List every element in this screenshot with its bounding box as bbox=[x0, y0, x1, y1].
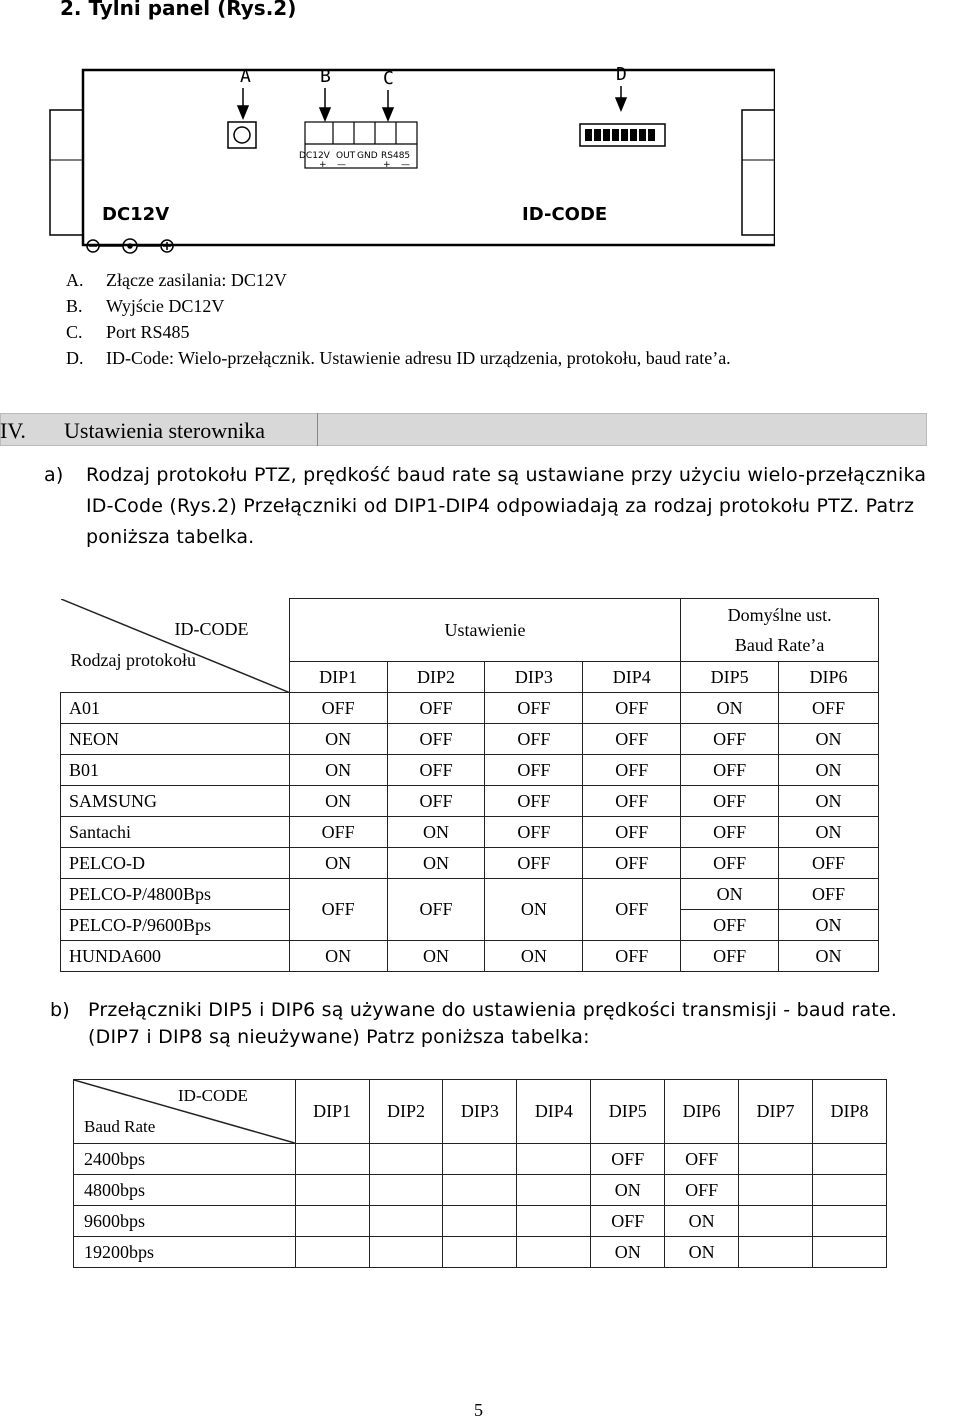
baud-rate-name: 9600bps bbox=[74, 1206, 296, 1237]
arrow-c-icon bbox=[383, 90, 393, 120]
cell-value: ON bbox=[591, 1175, 665, 1206]
protocol-name: Santachi bbox=[61, 817, 290, 848]
cell-value: ON bbox=[289, 848, 387, 879]
cell-value: ON bbox=[681, 879, 779, 910]
para-b-line-1: Przełączniki DIP5 i DIP6 są używane do ustawienia prędkości transmisji - baud rate. bbox=[88, 999, 898, 1021]
cell-value: OFF bbox=[387, 693, 485, 724]
rear-panel-diagram bbox=[40, 50, 775, 265]
protocol-name: SAMSUNG bbox=[61, 786, 290, 817]
cell-value: OFF bbox=[485, 848, 583, 879]
col-header: DIP3 bbox=[485, 662, 583, 693]
legend-label: B. bbox=[66, 296, 83, 316]
table1-group-header: Ustawienie bbox=[289, 599, 681, 662]
terminal-label-dc12v: DC12V bbox=[299, 151, 330, 161]
terminal-label-out: OUT bbox=[336, 151, 356, 161]
cell-value: OFF bbox=[583, 941, 681, 972]
cell-value: ON bbox=[387, 817, 485, 848]
cell-value: OFF bbox=[665, 1175, 739, 1206]
left-bracket bbox=[50, 110, 83, 235]
cell-value bbox=[517, 1175, 591, 1206]
cell-value bbox=[813, 1144, 887, 1175]
col-header: DIP2 bbox=[369, 1080, 443, 1144]
baud-rate-table bbox=[73, 1079, 887, 1268]
cell-value bbox=[443, 1206, 517, 1237]
cell-value: ON bbox=[289, 724, 387, 755]
para-b-marker: b) bbox=[50, 999, 70, 1021]
table-row bbox=[61, 817, 879, 848]
cell-value: OFF bbox=[583, 724, 681, 755]
col-header: DIP4 bbox=[583, 662, 681, 693]
table1-corner-top: ID-CODE bbox=[174, 618, 249, 639]
cell-value: OFF bbox=[583, 879, 681, 941]
cell-value: OFF bbox=[779, 848, 879, 879]
letter-a: A bbox=[240, 66, 251, 87]
cell-value: OFF bbox=[387, 879, 485, 941]
cell-value: ON bbox=[387, 941, 485, 972]
table2-corner-bottom: Baud Rate bbox=[84, 1117, 156, 1136]
table-row bbox=[74, 1206, 887, 1237]
cell-value: OFF bbox=[289, 693, 387, 724]
table-row bbox=[74, 1175, 887, 1206]
cell-value bbox=[739, 1175, 813, 1206]
cell-value: OFF bbox=[779, 879, 879, 910]
idcode-label: ID-CODE bbox=[522, 204, 608, 225]
letter-c: C bbox=[383, 68, 394, 89]
terminal-label-gnd: GND bbox=[357, 151, 378, 161]
legend-item-b bbox=[66, 296, 224, 317]
col-header: DIP6 bbox=[779, 662, 879, 693]
protocol-name: NEON bbox=[61, 724, 290, 755]
letter-b: B bbox=[320, 66, 331, 87]
terminal-label-rs485: RS485 bbox=[381, 151, 411, 161]
table-row bbox=[61, 755, 879, 786]
dip-switch-icon bbox=[580, 124, 665, 146]
baud-rate-name: 19200bps bbox=[74, 1237, 296, 1268]
para-a-line-2: ID-Code (Rys.2) Przełączniki od DIP1-DIP4 odpowiadają za rodzaj protokołu PTZ. Patrz bbox=[86, 495, 915, 517]
cell-value: OFF bbox=[681, 910, 779, 941]
cell-value: OFF bbox=[485, 755, 583, 786]
terminal-sign-1: + bbox=[319, 160, 327, 170]
cell-value bbox=[369, 1206, 443, 1237]
col-header: DIP2 bbox=[387, 662, 485, 693]
cell-value: OFF bbox=[681, 786, 779, 817]
cell-value: ON bbox=[485, 941, 583, 972]
cell-value bbox=[443, 1175, 517, 1206]
protocol-name: B01 bbox=[61, 755, 290, 786]
cell-value: ON bbox=[779, 817, 879, 848]
power-label: DC12V bbox=[102, 204, 170, 225]
letter-d: D bbox=[616, 64, 627, 85]
table2-corner-top: ID-CODE bbox=[178, 1086, 248, 1105]
table1-corner-cell bbox=[61, 599, 290, 693]
protocol-name: PELCO-P/9600Bps bbox=[61, 910, 290, 941]
default-header-line-2: Baud Rate’a bbox=[734, 635, 825, 655]
section-number: IV. bbox=[0, 418, 26, 443]
cell-value: OFF bbox=[665, 1144, 739, 1175]
cell-value bbox=[813, 1175, 887, 1206]
cell-value: OFF bbox=[591, 1206, 665, 1237]
cell-value: ON bbox=[289, 941, 387, 972]
protocol-name: PELCO-D bbox=[61, 848, 290, 879]
section-title: Ustawienia sterownika bbox=[64, 418, 265, 443]
table-row bbox=[61, 786, 879, 817]
corner-diagonal bbox=[61, 599, 289, 693]
col-header: DIP6 bbox=[665, 1080, 739, 1144]
legend-item-c bbox=[66, 322, 190, 343]
arrow-a-icon bbox=[238, 88, 248, 118]
legend-text: Złącze zasilania: DC12V bbox=[106, 270, 287, 290]
cell-value bbox=[369, 1237, 443, 1268]
section-heading: 2. Tylni panel (Rys.2) bbox=[60, 0, 297, 20]
table-row bbox=[61, 724, 879, 755]
cell-value: OFF bbox=[583, 693, 681, 724]
power-connector-icon bbox=[228, 122, 256, 148]
legend-text: Wyjście DC12V bbox=[106, 296, 225, 316]
cell-value bbox=[295, 1144, 369, 1175]
cell-value bbox=[739, 1206, 813, 1237]
cell-value: OFF bbox=[485, 693, 583, 724]
cell-value: ON bbox=[591, 1237, 665, 1268]
cell-value bbox=[443, 1237, 517, 1268]
table-row bbox=[74, 1144, 887, 1175]
legend-label: C. bbox=[66, 322, 83, 342]
cell-value bbox=[517, 1144, 591, 1175]
table-row bbox=[74, 1237, 887, 1268]
baud-rate-name: 2400bps bbox=[74, 1144, 296, 1175]
cell-value: OFF bbox=[485, 786, 583, 817]
cell-value: ON bbox=[289, 755, 387, 786]
default-header-line-1: Domyślne ust. bbox=[727, 605, 832, 625]
col-header: DIP1 bbox=[295, 1080, 369, 1144]
panel-outline bbox=[83, 70, 775, 245]
cell-value bbox=[517, 1237, 591, 1268]
baud-rate-name: 4800bps bbox=[74, 1175, 296, 1206]
para-a-line-3: poniższa tabelka. bbox=[86, 526, 255, 548]
terminal-sign-4: — bbox=[401, 160, 410, 170]
cell-value bbox=[369, 1175, 443, 1206]
cell-value bbox=[739, 1144, 813, 1175]
page-number: 5 bbox=[474, 1400, 483, 1420]
cell-value: ON bbox=[779, 910, 879, 941]
cell-value: OFF bbox=[485, 724, 583, 755]
cell-value bbox=[443, 1144, 517, 1175]
cell-value: OFF bbox=[681, 941, 779, 972]
cell-value bbox=[369, 1144, 443, 1175]
table-row bbox=[61, 941, 879, 972]
cell-value: OFF bbox=[583, 786, 681, 817]
arrow-d-icon bbox=[616, 86, 626, 110]
legend-label: A. bbox=[66, 270, 84, 290]
legend-item-d bbox=[66, 348, 731, 369]
cell-value: OFF bbox=[681, 817, 779, 848]
table1-default-header bbox=[681, 599, 879, 662]
arrow-b-icon bbox=[320, 88, 330, 120]
table-row bbox=[61, 693, 879, 724]
protocol-name: HUNDA600 bbox=[61, 941, 290, 972]
table2-corner-cell bbox=[74, 1080, 296, 1144]
cell-value: ON bbox=[779, 786, 879, 817]
cell-value: OFF bbox=[681, 848, 779, 879]
legend-item-a bbox=[66, 270, 287, 291]
cell-value bbox=[813, 1206, 887, 1237]
cell-value: ON bbox=[779, 724, 879, 755]
para-a-marker: a) bbox=[44, 464, 64, 486]
cell-value bbox=[295, 1175, 369, 1206]
cell-value bbox=[295, 1206, 369, 1237]
legend-text: ID-Code: Wielo-przełącznik. Ustawienie adresu ID urządzenia, protokołu, baud rate’a. bbox=[106, 348, 731, 368]
cell-value bbox=[517, 1206, 591, 1237]
cell-value: OFF bbox=[779, 693, 879, 724]
col-header: DIP1 bbox=[289, 662, 387, 693]
legend-text: Port RS485 bbox=[106, 322, 190, 342]
cell-value: ON bbox=[779, 755, 879, 786]
table1-corner-bottom: Rodzaj protokołu bbox=[70, 649, 196, 670]
protocol-name: PELCO-P/4800Bps bbox=[61, 879, 290, 910]
col-header: DIP3 bbox=[443, 1080, 517, 1144]
cell-value: OFF bbox=[583, 848, 681, 879]
para-a-line-1: Rodzaj protokołu PTZ, prędkość baud rate są ustawiane przy użyciu wielo-przełącznika bbox=[86, 464, 927, 486]
cell-value: OFF bbox=[289, 817, 387, 848]
cell-value: ON bbox=[665, 1206, 739, 1237]
cell-value: ON bbox=[681, 693, 779, 724]
table-row bbox=[61, 879, 879, 910]
cell-value: ON bbox=[485, 879, 583, 941]
cell-value: OFF bbox=[583, 817, 681, 848]
cell-value: OFF bbox=[591, 1144, 665, 1175]
terminal-sign-3: + bbox=[383, 160, 391, 170]
right-bracket bbox=[742, 110, 775, 235]
cell-value: OFF bbox=[485, 817, 583, 848]
cell-value bbox=[813, 1237, 887, 1268]
col-header: DIP5 bbox=[681, 662, 779, 693]
cell-value bbox=[295, 1237, 369, 1268]
col-header: DIP4 bbox=[517, 1080, 591, 1144]
table-row bbox=[61, 848, 879, 879]
col-header: DIP5 bbox=[591, 1080, 665, 1144]
cell-value: OFF bbox=[387, 724, 485, 755]
col-header: DIP7 bbox=[739, 1080, 813, 1144]
protocol-table bbox=[60, 598, 879, 972]
cell-value: OFF bbox=[681, 755, 779, 786]
cell-value: ON bbox=[665, 1237, 739, 1268]
legend-label: D. bbox=[66, 348, 84, 368]
protocol-name: A01 bbox=[61, 693, 290, 724]
cell-value: OFF bbox=[681, 724, 779, 755]
cell-value: OFF bbox=[289, 879, 387, 941]
terminal-sign-2: — bbox=[337, 160, 346, 170]
para-b-line-2: (DIP7 i DIP8 są nieużywane) Patrz poniższa tabelka: bbox=[88, 1026, 590, 1048]
cell-value: OFF bbox=[387, 755, 485, 786]
cell-value bbox=[739, 1237, 813, 1268]
cell-value: ON bbox=[779, 941, 879, 972]
cell-value: ON bbox=[387, 848, 485, 879]
cell-value: OFF bbox=[387, 786, 485, 817]
cell-value: ON bbox=[289, 786, 387, 817]
cell-value: OFF bbox=[583, 755, 681, 786]
col-header: DIP8 bbox=[813, 1080, 887, 1144]
